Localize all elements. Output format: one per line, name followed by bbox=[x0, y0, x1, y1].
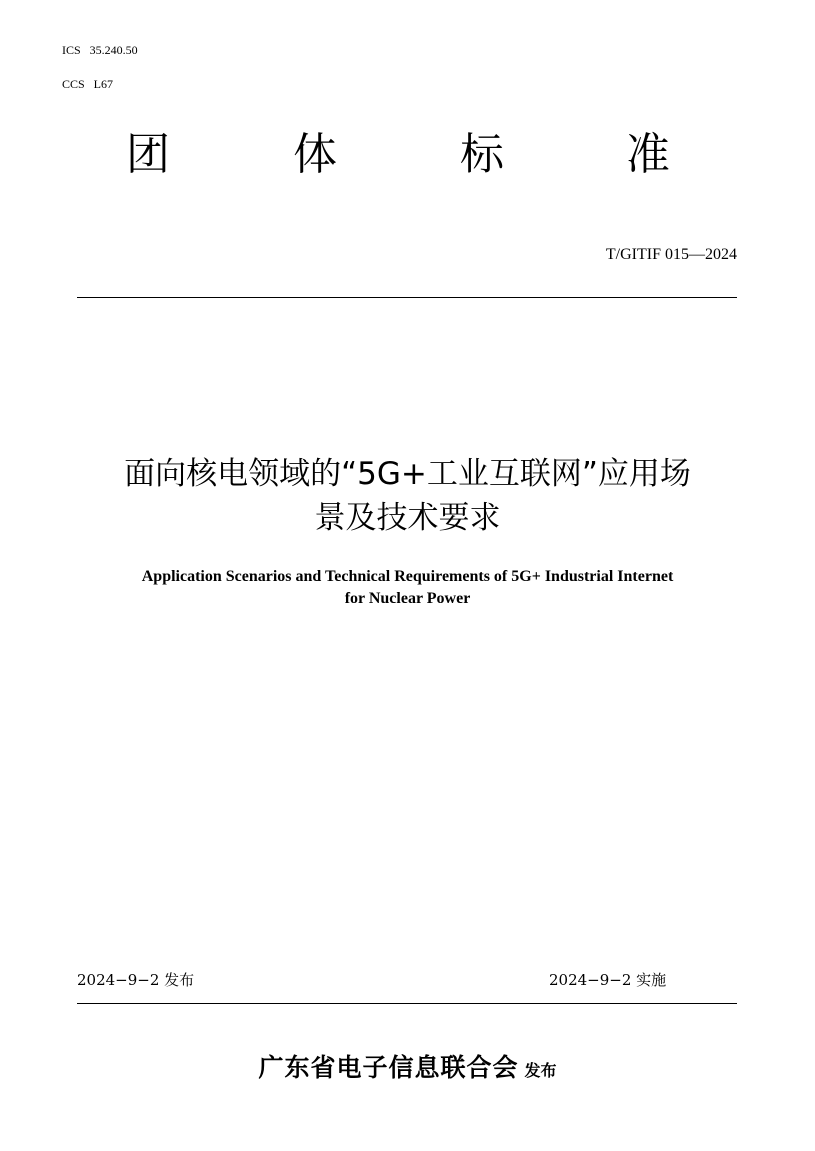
english-title-line: for Nuclear Power bbox=[344, 590, 471, 607]
publisher-line bbox=[0, 1048, 815, 1084]
chinese-title bbox=[0, 452, 815, 540]
chinese-title-line: 景及技术要求 bbox=[314, 500, 501, 536]
standard-number: T/GITIF 015—2024 bbox=[605, 246, 737, 263]
publisher-name: 广东省电子信息联合会 bbox=[258, 1053, 519, 1082]
standard-type-char: 团 bbox=[126, 129, 170, 180]
ccs-code: CCS L67 bbox=[62, 77, 114, 91]
top-divider bbox=[77, 297, 737, 298]
standard-type-char: 准 bbox=[626, 129, 670, 180]
bottom-divider bbox=[77, 1003, 737, 1004]
ics-code: ICS 35.240.50 bbox=[62, 43, 138, 57]
english-title-line: Application Scenarios and Technical Requirements of 5G+ Industrial Internet bbox=[141, 568, 674, 585]
standard-type-char: 体 bbox=[293, 129, 337, 180]
issue-date: 2024−9−2 发布 bbox=[77, 971, 195, 989]
publisher-suffix: 发布 bbox=[524, 1061, 557, 1080]
chinese-title-line: 面向核电领域的“5G+工业互联网”应用场 bbox=[124, 456, 691, 492]
english-title bbox=[0, 566, 815, 610]
implementation-date: 2024−9−2 实施 bbox=[549, 971, 667, 989]
standard-type-char: 标 bbox=[460, 129, 504, 180]
